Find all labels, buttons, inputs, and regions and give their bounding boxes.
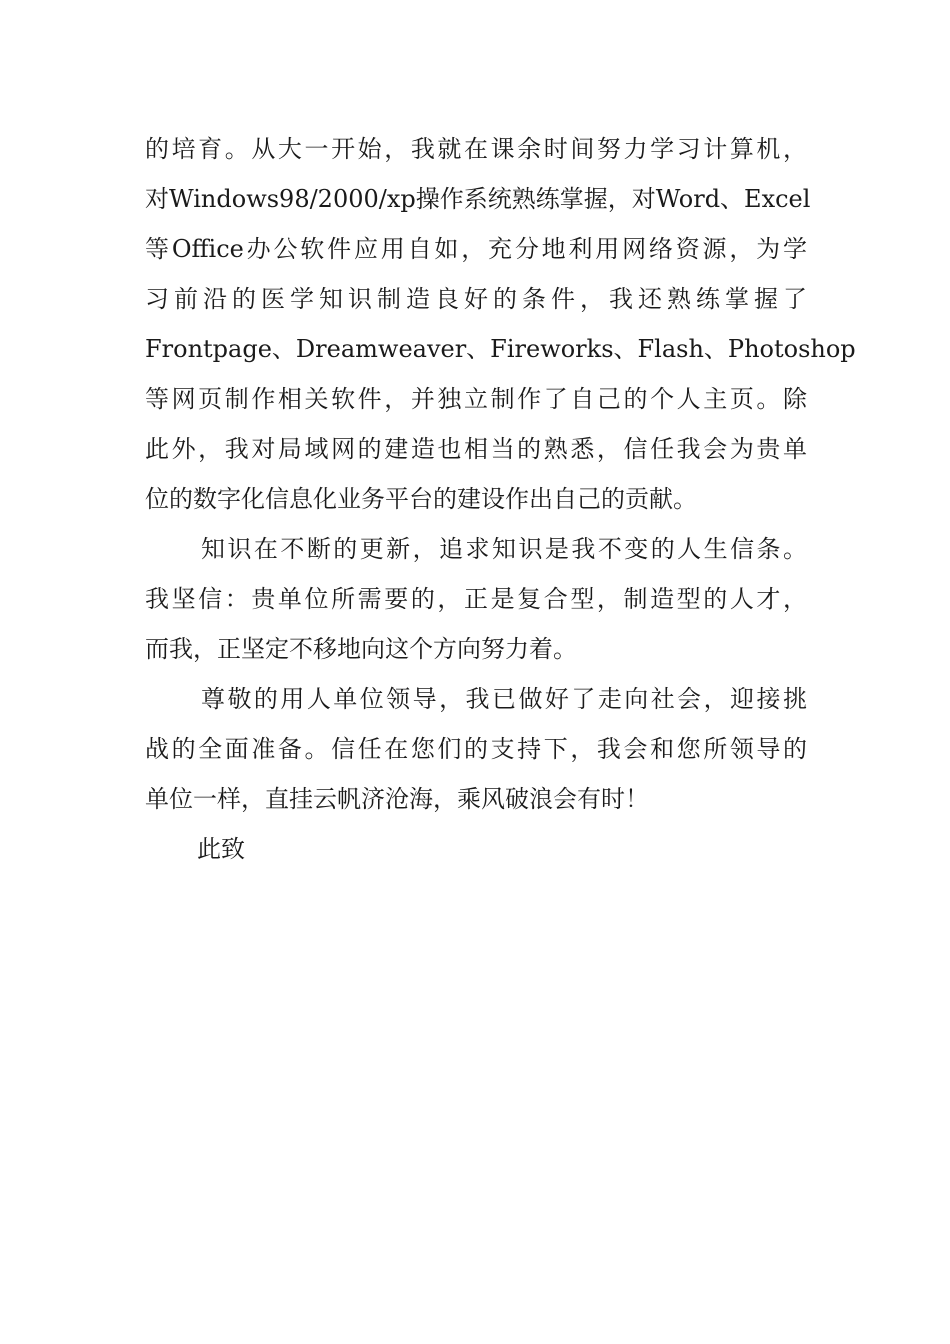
text-line: 我坚信：贵单位所需要的，正是复合型，制造型的人才， — [145, 585, 807, 613]
text-line: 此外，我对局域网的建造也相当的熟悉，信任我会为贵单 — [145, 435, 807, 463]
paragraph-learning — [145, 524, 807, 674]
letter-body — [145, 124, 856, 874]
text-line: Frontpage、Dreamweaver、Fireworks、Flash、Photoshop — [145, 335, 856, 363]
text-line: 知识在不断的更新，追求知识是我不变的人生信条。 — [201, 535, 807, 563]
text-line: 而我，正坚定不移地向这个方向努力着。 — [145, 635, 577, 663]
text-line: 等网页制作相关软件，并独立制作了自己的个人主页。除 — [145, 385, 807, 413]
text-line: 战的全面准备。信任在您们的支持下，我会和您所领导的 — [145, 735, 807, 763]
text-line: 尊敬的用人单位领导，我已做好了走向社会，迎接挑 — [201, 685, 807, 713]
text-line: 对Windows98/2000/xp操作系统熟练掌握，对Word、Excel — [145, 185, 811, 213]
text-line: 的培育。从大一开始，我就在课余时间努力学习计算机， — [145, 135, 807, 163]
text-line: 位的数字化信息化业务平台的建设作出自己的贡献。 — [145, 485, 697, 513]
text-line: 习前沿的医学知识制造良好的条件，我还熟练掌握了 — [145, 285, 807, 313]
paragraph-conclusion — [145, 674, 807, 824]
paragraph-skills — [145, 124, 856, 524]
text-line: 单位一样，直挂云帆济沧海，乘风破浪会有时！ — [145, 785, 649, 813]
text-line: 等Office办公软件应用自如，充分地利用网络资源，为学 — [145, 235, 807, 263]
closing-salutation: 此致 — [197, 835, 245, 863]
